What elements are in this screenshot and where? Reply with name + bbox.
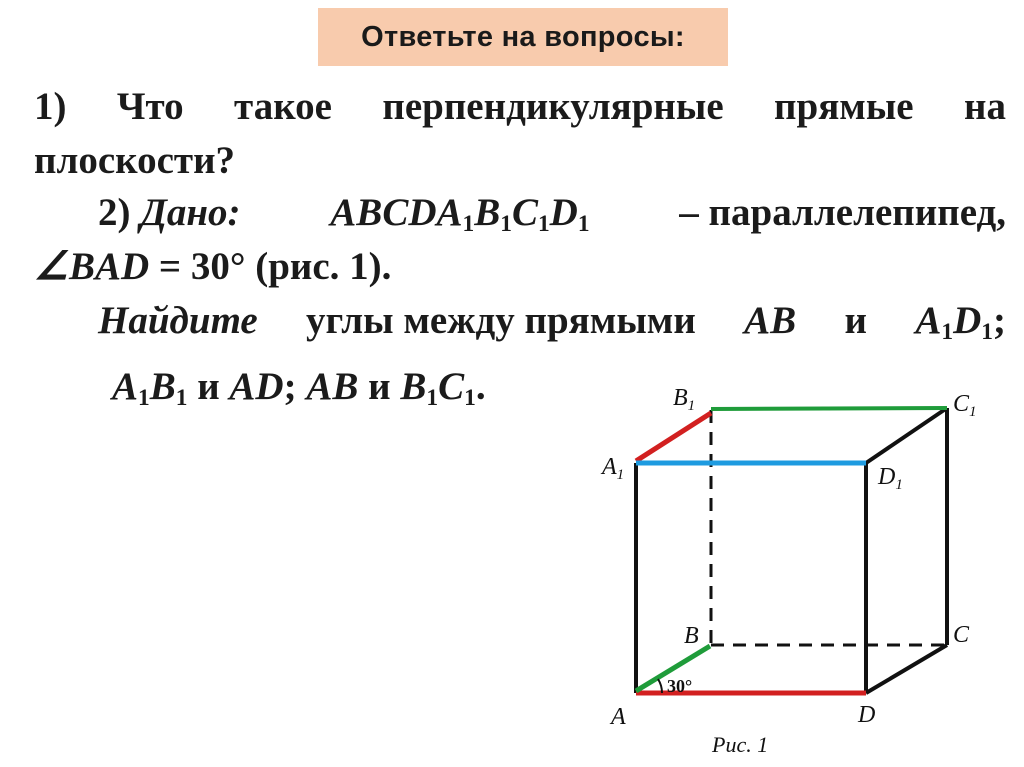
line-a1d1: $A_1D_1$; xyxy=(915,299,1006,345)
label-c: C xyxy=(953,622,970,648)
figure-caption: Рис. 1 xyxy=(712,732,769,757)
question-1-line-2: плоскости? xyxy=(34,139,236,182)
label-d: D xyxy=(858,702,876,728)
label-b: B xyxy=(684,623,699,649)
line-ab: AB xyxy=(744,299,797,342)
angle-label: 30° xyxy=(667,676,693,696)
label-b1: $B_1$ xyxy=(673,385,696,414)
question-2-angle: ∠BAD = 30° (рис. 1). xyxy=(34,245,392,288)
page-title: Ответьте на вопросы: xyxy=(361,20,685,53)
edge-d-c xyxy=(866,645,947,693)
question-2-figure-name: $ABCDA_1B_1C_1D_1$ xyxy=(330,191,590,237)
question-2-pairs-line: $A_1B_1$ и AD; AB и $B_1C_1$. xyxy=(112,365,486,411)
conj-and: и xyxy=(844,299,868,342)
question-1-line-1: 1) Что такое перпендикулярные прямые на xyxy=(34,85,1006,128)
question-2-parallelepiped: – параллелепипед, xyxy=(679,191,1006,234)
find-rest: углы между прямыми xyxy=(306,299,696,342)
label-a: A xyxy=(611,704,626,730)
label-a1: $A_1$ xyxy=(602,454,625,483)
edge-a1-b1-red xyxy=(636,413,711,461)
edge-b1-c1-green xyxy=(711,408,947,409)
edge-d1-c1 xyxy=(866,408,947,463)
label-c1: $C_1$ xyxy=(953,391,977,420)
label-d1: $D_1$ xyxy=(878,464,903,493)
find-word: Найдите xyxy=(98,299,258,342)
question-2-number-and-given: 2) Дано: xyxy=(98,191,241,234)
